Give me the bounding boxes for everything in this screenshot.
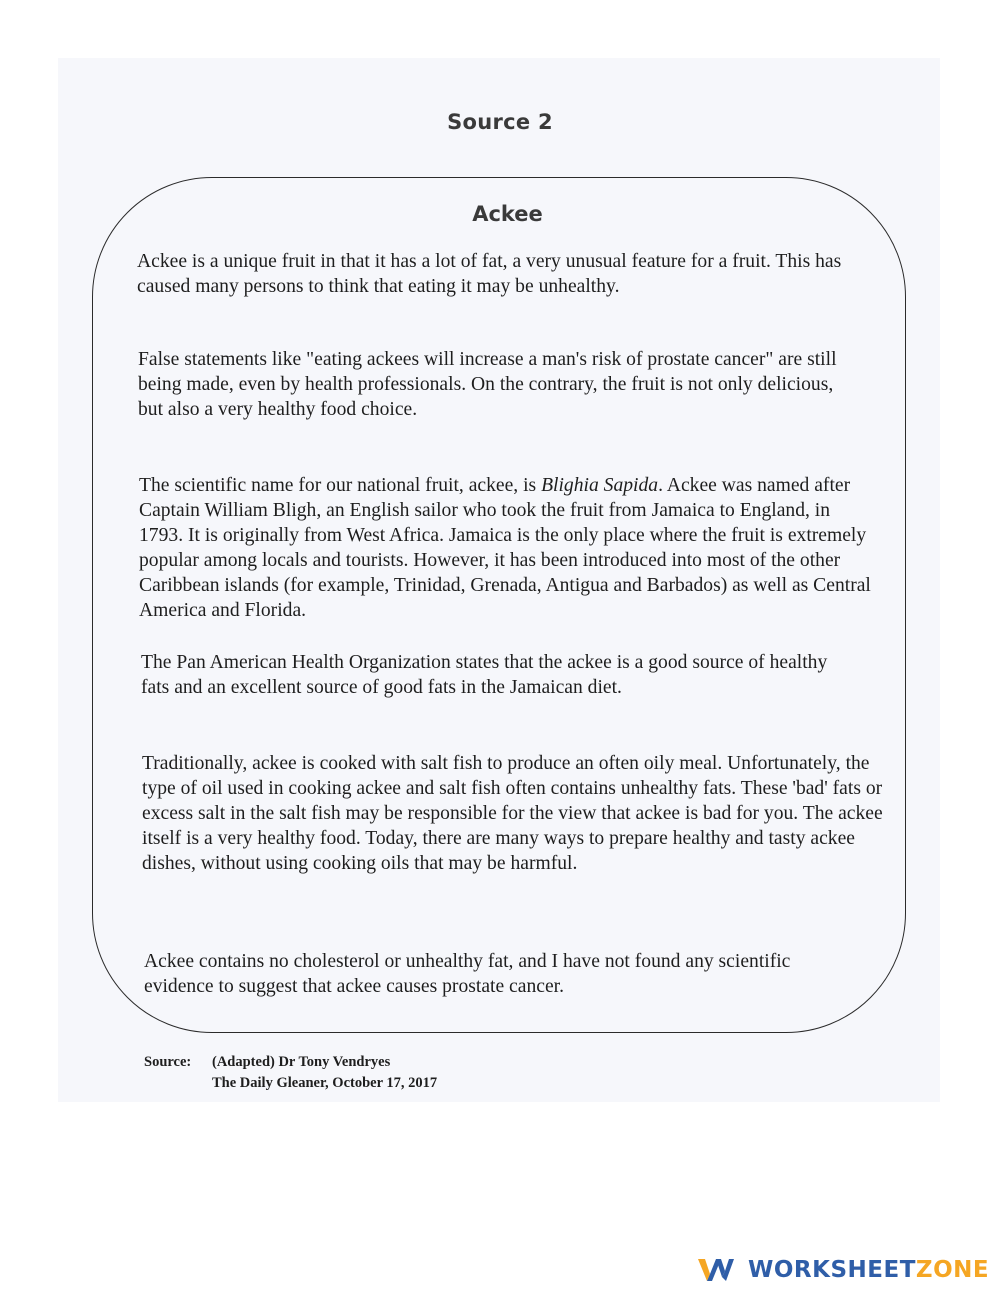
worksheetzone-logo[interactable]	[698, 1253, 989, 1287]
wordmark-part-2: ZONE	[915, 1257, 990, 1283]
worksheetzone-wordmark	[748, 1257, 989, 1283]
citation-line-1	[144, 1052, 437, 1073]
paragraph-3-lead: The scientific name for our national fruit, ackee, is	[139, 475, 542, 496]
article-paragraph-5: Traditionally, ackee is cooked with salt fish to produce an often oily meal. Unfortunately, the type of oil used in cooking ackee and salt fish often contains unhealthy fats. These 'bad' fats or excess salt in the salt fish may be responsible for the view that ackee is bad for you. The ackee itself is a very healthy food. Today, there are many ways to prepare healthy and tasty ackee dishes, without using cooking oils that may be harmful.	[142, 753, 883, 874]
citation-line-2	[144, 1073, 437, 1094]
citation-author: (Adapted) Dr Tony Vendryes	[212, 1054, 391, 1070]
paragraph-3-rest: . Ackee was named after Captain William Bligh, an English sailor who took the fruit from Jamaica to England, in 1793. It is originally from West Africa. Jamaica is the only place where the fruit is extremely popular among locals and tourists. However, it has been introduced into most of the other Caribbean islands (for example, Trinidad, Grenada, Antigua and Barbados) as well as Central America and Florida.	[139, 475, 871, 621]
source-heading: Source 2	[447, 110, 553, 134]
worksheetzone-w-icon	[698, 1257, 734, 1283]
citation	[144, 1052, 437, 1094]
wordmark-part-1: WORKSHEET	[748, 1257, 916, 1283]
article-paragraph-4: The Pan American Health Organization states that the ackee is a good source of healthy fats and an excellent source of good fats in the Jamaican diet.	[141, 652, 828, 698]
citation-publication: The Daily Gleaner, October 17, 2017	[212, 1075, 438, 1091]
article-paragraph-1: Ackee is a unique fruit in that it has a lot of fat, a very unusual feature for a fruit. This has caused many persons to think that eating it may be unhealthy.	[137, 251, 842, 297]
article-title: Ackee	[472, 202, 543, 226]
scientific-name: Blighia Sapida	[541, 475, 659, 496]
article-paragraph-3	[139, 473, 877, 623]
citation-label: Source:	[144, 1054, 192, 1070]
article-paragraph-6: Ackee contains no cholesterol or unhealthy fat, and I have not found any scientific evidence to suggest that ackee causes prostate cancer.	[144, 951, 791, 997]
article-paragraph-2: False statements like "eating ackees will increase a man's risk of prostate cancer" are still being made, even by health professionals. On the contrary, the fruit is not only delicious, but also a very healthy food choice.	[138, 349, 837, 420]
